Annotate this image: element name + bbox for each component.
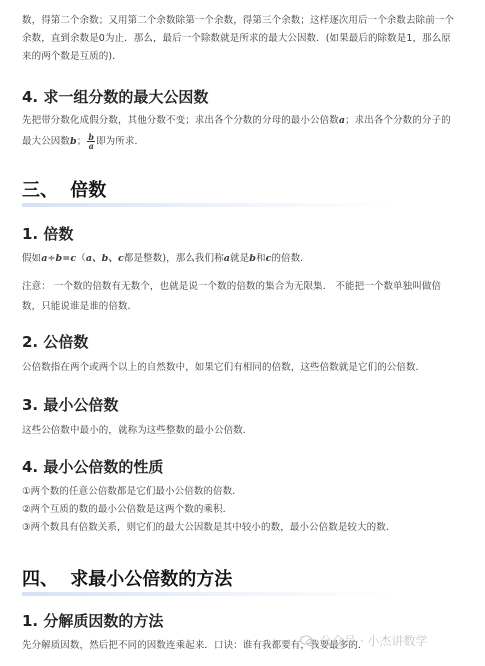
- chapter-heading-multiples: 三、 倍数: [22, 180, 107, 201]
- text-line: 最大公因数b； $\frac{b}{a}$ 即为所求．: [22, 132, 145, 151]
- chapter-heading-lcm-methods: 四、 求最小公倍数的方法: [22, 569, 233, 590]
- math-var-b: b: [70, 136, 77, 147]
- list-lcm-properties: [22, 483, 468, 537]
- text-line: 数，只能说谁是谁的倍数．: [22, 301, 138, 312]
- list-item: ③两个数具有倍数关系，则它们的最大公因数是其中较小的数，最小公倍数是较大的数．: [22, 522, 396, 533]
- watermark: [300, 632, 427, 649]
- heading-prime-factorization: 1. 分解质因数的方法: [22, 612, 164, 630]
- heading-lcm-properties: 4. 最小公倍数的性质: [22, 458, 164, 476]
- heading-gcd-of-fractions: 4. 求一组分数的最大公因数: [22, 88, 209, 106]
- list-item: ②两个互质的数的最小公倍数是这两个数的乘积．: [22, 504, 233, 515]
- heading-common-multiple: 2. 公倍数: [22, 333, 89, 351]
- watermark-text: 公众号 · 小杰讲数学: [320, 634, 428, 648]
- math-equation: a÷b=c: [41, 253, 77, 264]
- wechat-icon: [300, 635, 316, 647]
- paragraph-gcd-of-fractions: [22, 112, 468, 151]
- text-line: 先把带分数化成假分数，其他分数不变；求出各个分数的分母的最小公倍数a；求出各个分数的分子的: [22, 115, 451, 126]
- text-line: 余数，直到余数是0为止．那么，最后一个除数就是所求的最大公因数．(如果最后的除数是1，那么原: [22, 33, 451, 44]
- paragraph-multiples-note: [22, 278, 468, 316]
- paragraph-euclid-continuation: [22, 12, 468, 66]
- paragraph-lcm: 这些公倍数中最小的，就称为这些整数的最小公倍数．: [22, 425, 253, 436]
- text-line: 来的两个数是互质的)．: [22, 51, 122, 62]
- heading-lcm: 3. 最小公倍数: [22, 396, 119, 414]
- text-line: 假如a÷b=c（a、b、c都是整数)，那么我们称a就是b和c的倍数．: [22, 253, 310, 264]
- text-line: 注意： 一个数的倍数有无数个，也就是说一个数的倍数的集合为无限集． 不能把一个数单独叫做倍: [22, 281, 442, 292]
- paragraph-common-multiple: 公倍数指在两个或两个以上的自然数中，如果它们有相同的倍数，这些倍数就是它们的公倍数．: [22, 362, 426, 373]
- fraction-b-over-a: $\frac{b}{a}$: [88, 132, 95, 151]
- list-item: ①两个数的任意公倍数都是它们最小公倍数的倍数．: [22, 486, 242, 497]
- math-vars: a、b、c: [85, 253, 124, 264]
- text-line: 数，得第二个余数；又用第二个余数除第一个余数，得第三个余数；这样逐次用后一个余数去除前一个: [22, 15, 455, 26]
- paragraph-prime-factorization: 先分解质因数，然后把不同的因数连乘起来．口诀：谁有我都要有，我要最多的．: [22, 640, 368, 651]
- heading-multiples: 1. 倍数: [22, 225, 74, 243]
- paragraph-multiples-definition: [22, 250, 468, 268]
- heading-underline: [22, 203, 462, 207]
- math-var-a: a: [338, 115, 346, 126]
- heading-underline: [22, 592, 462, 596]
